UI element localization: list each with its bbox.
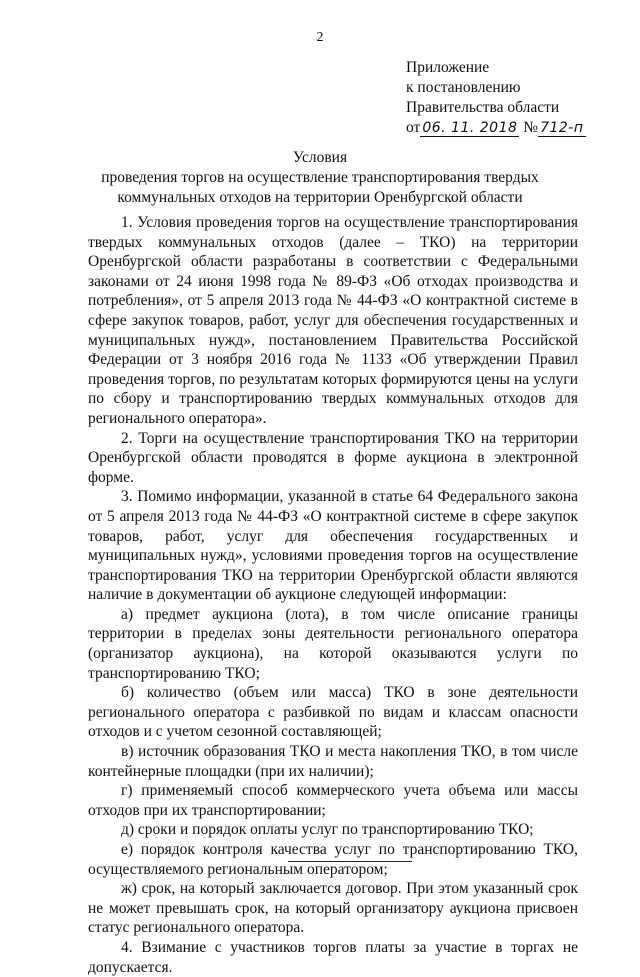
appendix-line: Правительства области <box>406 99 560 116</box>
handwritten-number: 712-п <box>540 120 584 136</box>
handwritten-date: 06. 11. 2018 <box>422 120 518 136</box>
paragraph-1: 1. Условия проведения торгов на осуществление транспортирования твердых коммунальных отходов (далее – ТКО) на территории Оренбургской области разработаны в соответствии с Федеральными законами от 24 июня 1998 года № 89-ФЗ «Об отходах производства и потребления», от 5 апреля 2013 года № 44-ФЗ «О контрактной системе в сфере закупок товаров, работ, услуг для обеспечения государственных и муниципальных нужд», постановлением Правительства Российской Федерации от 3 ноября 2016 года № 1133 «Об утверждении Правил проведения торгов, по результатам которых формируются цены на услуги по сбору и транспортированию твердых коммунальных отходов для регионального оператора». <box>88 214 578 427</box>
title-line: проведения торгов на осуществление транспортирования твердых <box>101 169 539 186</box>
document-title <box>0 148 640 208</box>
item-d: д) сроки и порядок оплаты услуг по транспортированию ТКО; <box>121 821 534 839</box>
number-prefix: № <box>523 119 539 136</box>
paragraph-2: 2. Торги на осуществление транспортирования ТКО на территории Оренбургской области проводятся в форме аукциона в электронной форме. <box>88 429 578 486</box>
item-v: в) источник образования ТКО и места накопления ТКО, в том числе контейнерные площадки (при их наличии); <box>88 743 578 780</box>
paragraph-4: 4. Взимание с участников торгов платы за участие в торгах не допускается. <box>88 938 578 976</box>
item-b: б) количество (объем или масса) ТКО в зоне деятельности регионального оператора с разбивкой по видам и классам опасности отходов и с учетом сезонной составляющей; <box>88 684 578 741</box>
item-a: а) предмет аукциона (лота), в том числе описание границы территории в пределах зоны деятельности регионального оператора (организатор аукциона), на которой оказываются услуги по транспортированию ТКО; <box>88 605 578 682</box>
page-number: 2 <box>316 30 324 45</box>
end-divider <box>288 861 412 862</box>
appendix-header <box>406 58 586 138</box>
date-prefix: от <box>406 119 421 136</box>
document-body <box>88 213 578 977</box>
appendix-line: Приложение <box>406 59 490 76</box>
appendix-line: к постановлению <box>406 79 521 96</box>
title-line: коммунальных отходов на территории Оренбургской области <box>117 189 523 206</box>
item-g: г) применяемый способ коммерческого учета объема или массы отходов при их транспортировании; <box>88 782 578 819</box>
paragraph-3: 3. Помимо информации, указанной в статье 64 Федерального закона от 5 апреля 2013 года № 44-ФЗ «О контрактной системе в сфере закупок товаров, работ, услуг для обеспечения государственных и муниципальных нужд», условиями проведения торгов на осуществление транспортирования ТКО на территории Оренбургской области являются наличие в документации об аукционе следующей информации: <box>88 488 578 604</box>
title-line: Условия <box>292 149 348 166</box>
item-e: е) порядок контроля качества услуг по транспортированию ТКО, осуществляемого региональным оператором; <box>88 841 578 878</box>
item-zh: ж) срок, на который заключается договор. При этом указанный срок не может превышать срок, на который организатору аукциона присвоен статус регионального оператора. <box>88 880 578 937</box>
appendix-date-line <box>406 118 586 138</box>
